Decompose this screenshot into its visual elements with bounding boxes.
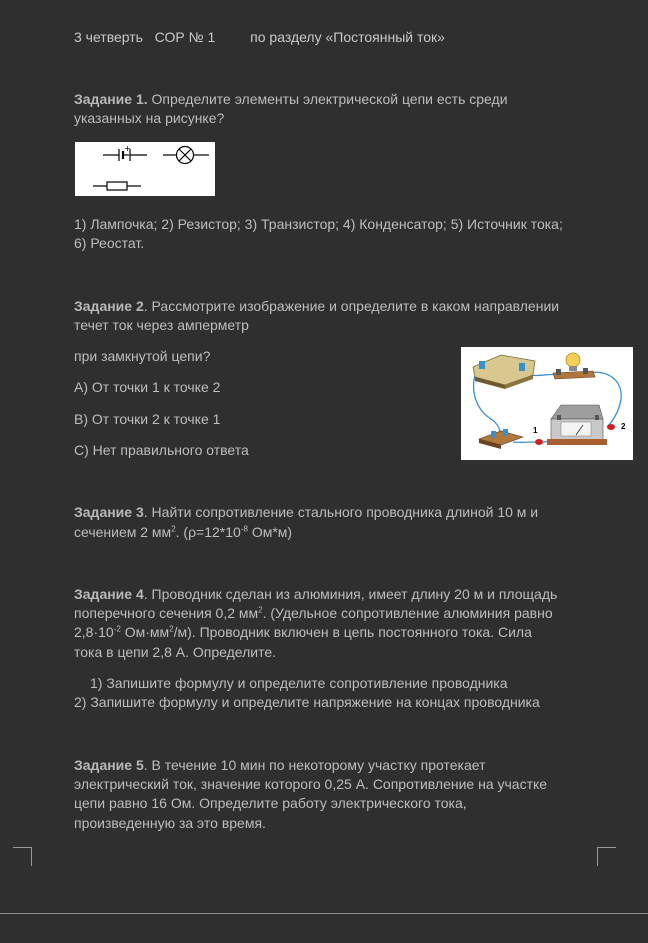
point-2-label: 2 (621, 422, 626, 431)
resistor-symbol (93, 182, 141, 190)
task4-line3: $2,8\cdot 10^{-2}$ $Ом\cdot мм^2/м$). Проводник включен в цепь постоянного тока. Сила (74, 624, 532, 640)
page-header (74, 28, 445, 47)
task4-line2: поперечного сечения 0,2 $мм^2$. (Удельное сопротивление алюминия равно (74, 605, 553, 621)
task5-line4: произведенную за это время. (74, 815, 266, 831)
task3-title: Задание 3 (74, 504, 144, 520)
ammeter-device (547, 405, 607, 445)
lamp-symbol (163, 147, 209, 164)
key-device (479, 429, 523, 449)
lamp-device (553, 353, 595, 379)
task5-line1: Задание 5. В течение 10 мин по некоторому участку протекает (74, 757, 486, 773)
task2-option-c: С) Нет правильного ответа (74, 442, 249, 458)
task1-options-line2: 6) Реостат. (74, 235, 145, 251)
task1-question-line2: указанных на рисунке? (74, 110, 225, 126)
point-2-marker (607, 424, 615, 430)
header-quarter: 3 четверть (74, 29, 143, 45)
point-1-marker (535, 439, 543, 445)
header-section: по разделу «Постоянный ток» (250, 29, 445, 45)
task4-title: Задание 4 (74, 586, 144, 602)
task2-question-line2: течет ток через амперметр (74, 317, 249, 333)
battery-symbol (103, 144, 147, 161)
task5-title: Задание 5 (74, 757, 144, 773)
task2-option-a: А) От точки 1 к точке 2 (74, 379, 221, 395)
margin-corner-left (13, 847, 32, 866)
circuit-symbols-figure (75, 142, 215, 196)
task4-item1: 1) Запишите формулу и определите сопротивление проводника (90, 675, 508, 691)
circuit-photo (461, 347, 633, 460)
page-bottom-divider (0, 913, 648, 914)
task2-question-line1: Задание 2. Рассмотрите изображение и определите в каком направлении (74, 298, 560, 314)
header-sor: СОР № 1 (154, 29, 216, 45)
rheostat-device (473, 355, 535, 389)
task4-line1: Задание 4. Проводник сделан из алюминия, имеет длину 20 м и площадь (74, 586, 558, 602)
svg-text:+: + (124, 144, 131, 153)
task4-line4: тока в цепи 2,8 А. Определите. (74, 644, 277, 660)
task5-line3: цепи равно 16 Ом. Определите работу электрического тока, (74, 795, 467, 811)
task2-question-line3: при замкнутой цепи? (74, 348, 211, 364)
task2-option-b: В) От точки 2 к точке 1 (74, 411, 221, 427)
task1-question-line1: Задание 1. Определите элементы электрической цепи есть среди (74, 91, 508, 107)
task4-item2: 2) Запишите формулу и определите напряжение на концах проводника (74, 694, 540, 710)
task1-title: Задание 1. (74, 91, 148, 107)
point-1-label: 1 (533, 426, 538, 435)
task2-title: Задание 2 (74, 298, 144, 314)
task1-options-line1: 1) Лампочка; 2) Резистор; 3) Транзистор; 4) Конденсатор; 5) Источник тока; (74, 216, 563, 232)
task3-line2: сечением 2 $мм^2$. ($\rho=12*10^{-8}$ Ом*м) (74, 524, 293, 540)
margin-corner-right (597, 847, 616, 866)
task5-line2: электрический ток, значение которого 0,25 А. Сопротивление на участке (74, 776, 548, 792)
task3-line1: Задание 3. Найти сопротивление стального проводника длиной 10 м и (74, 504, 539, 520)
